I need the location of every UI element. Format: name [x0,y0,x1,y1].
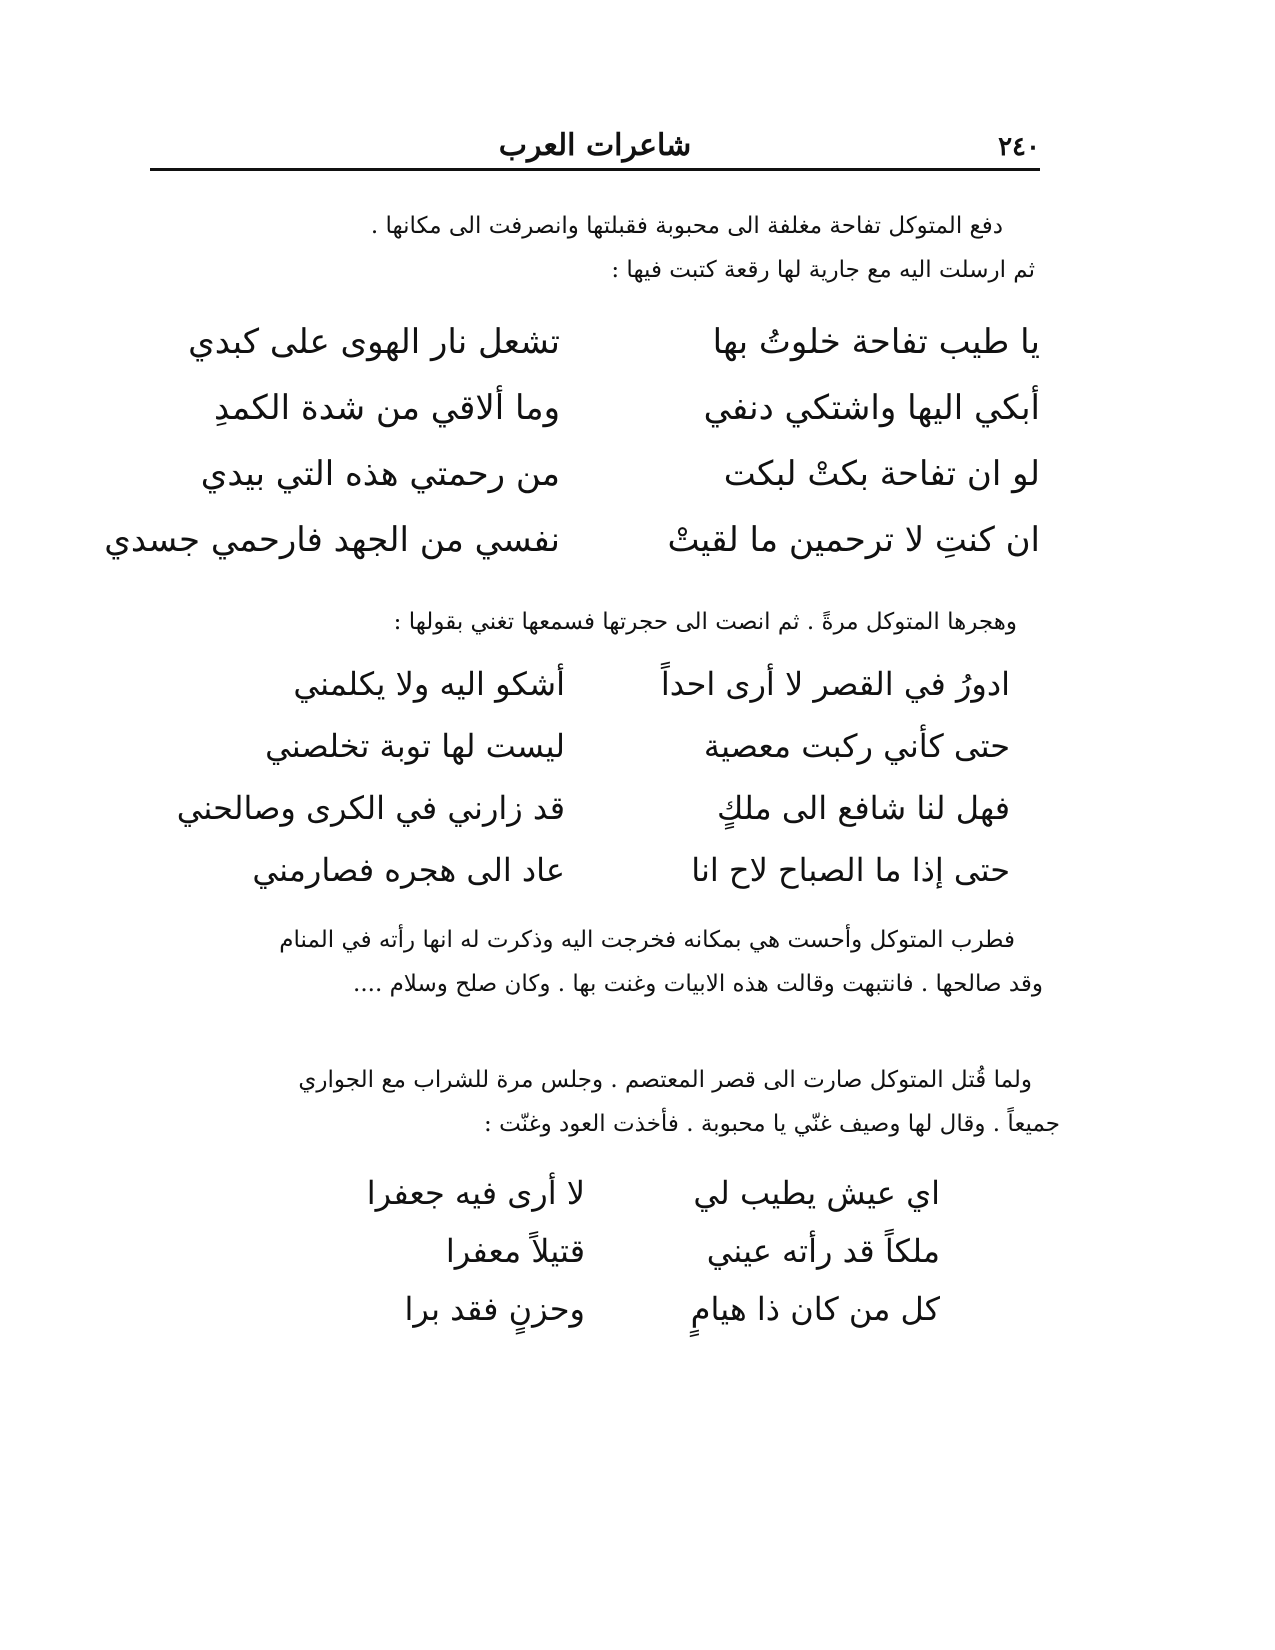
hemistich-left: نفسي من الجهد فارحمي جسدي [104,520,560,560]
hemistich-left: وما ألاقي من شدة الكمدِ [214,388,560,428]
hemistich-left: عاد الى هجره فصارمني [252,851,565,889]
hemistich-right: ادورُ في القصر لا أرى احداً [660,665,1010,703]
couplet [250,1166,940,1224]
hemistich-right: حتى كأني ركبت معصية [703,727,1010,765]
hemistich-left: أشكو اليه ولا يكلمني [293,665,565,703]
page-number: ٢٤٠ [998,132,1040,162]
couplet [250,1282,940,1340]
couplet [250,1224,940,1282]
hemistich-left: ليست لها توبة تخلصني [265,727,565,765]
hemistich-left: قتيلاً معفرا [445,1232,585,1270]
prose-line: دفع المتوكل تفاحة مغلفة الى محبوبة فقبلتها وانصرفت الى مكانها . [370,213,1003,239]
prose-line: وقد صالحها . فانتبهت وقالت هذه الابيات وغنت بها . وكان صلح وسلام .... [353,971,1043,997]
couplet [145,378,1040,444]
hemistich-left: تشعل نار الهوى على كبدي [188,322,560,362]
hemistich-right: أبكي اليها واشتكي دنفي [703,388,1040,428]
hemistich-left: من رحمتي هذه التي بيدي [200,454,560,494]
prose-line: جميعاً . وقال لها وصيف غنّي يا محبوبة . فأخذت العود وغنّت : [484,1111,1060,1137]
hemistich-right: فهل لنا شافع الى ملكٍ [716,789,1010,827]
hemistich-right: يا طيب تفاحة خلوتُ بها [712,322,1040,362]
hemistich-right: اي عيش يطيب لي [693,1174,940,1212]
prose-line: فطرب المتوكل وأحست هي بمكانه فخرجت اليه وذكرت له انها رأته في المنام [279,927,1015,953]
couplet [104,510,1040,576]
hemistich-right: ان كنتِ لا ترحمين ما لقيتْ [667,520,1040,560]
couplet [185,842,1010,904]
couplet [176,780,1010,842]
hemistich-right: لو ان تفاحة بكتْ لبكت [723,454,1040,494]
hemistich-right: كل من كان ذا هيامٍ [690,1290,940,1328]
hemistich-left: قد زارني في الكرى وصالحني [176,789,565,827]
paragraph-reconciliation [153,918,1043,1006]
prose-line: ولما قُتل المتوكل صارت الى قصر المعتصم . وجلس مرة للشراب مع الجواري [298,1067,1032,1093]
paragraph-intro [235,204,1035,292]
hemistich-left: لا أرى فيه جعفرا [366,1174,585,1212]
hemistich-right: ملكاً قد رأته عيني [706,1232,940,1270]
running-title: شاعرات العرب [498,128,692,163]
paragraph-estrangement [257,600,1017,644]
prose-line: ثم ارسلت اليه مع جارية لها رقعة كتبت فيها : [611,257,1035,283]
paragraph-aftermath [150,1058,1060,1146]
poem-palace [176,656,1010,904]
couplet [185,718,1010,780]
couplet [185,656,1010,718]
couplet [145,444,1040,510]
poem-jafar [250,1166,940,1340]
header-rule [150,168,1040,171]
couplet [145,312,1040,378]
hemistich-right: حتى إذا ما الصباح لاح انا [691,851,1010,889]
prose-line: وهجرها المتوكل مرةً . ثم انصت الى حجرتها فسمعها تغني بقولها : [393,609,1017,635]
poem-apple [104,312,1040,576]
hemistich-left: وحزنٍ فقد برا [404,1290,585,1328]
